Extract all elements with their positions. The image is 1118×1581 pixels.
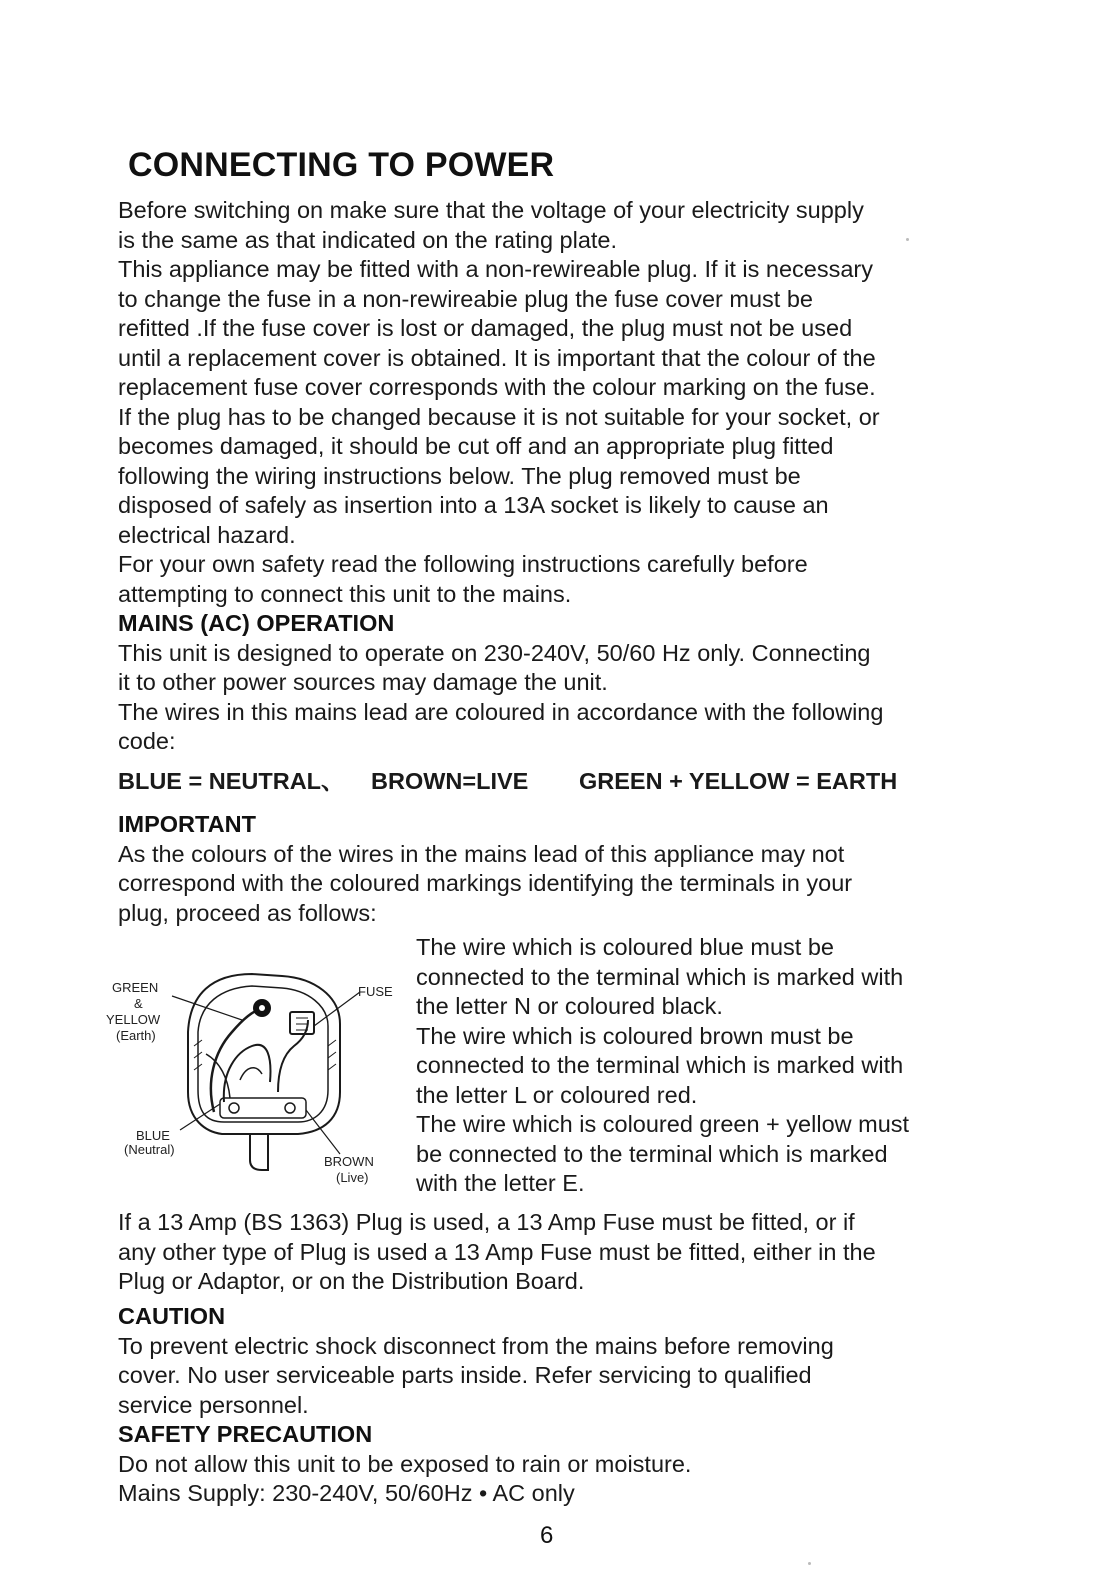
text-line: The wire which is coloured blue must be [416,934,834,960]
text-line: code: [118,728,176,754]
text-line: This appliance may be fitted with a non-rewireable plug. If it is necessary [118,256,873,282]
label-live-brown: BROWN [324,1154,374,1169]
label-neutral-blue: BLUE [136,1128,170,1143]
scan-speck [906,238,909,241]
mains-section [118,609,998,757]
plug-wiring-diagram [102,962,412,1197]
label-earth-and: & [134,996,143,1011]
text-line: Plug or Adaptor, or on the Distribution Board. [118,1268,585,1294]
label-fuse: FUSE [358,984,393,999]
text-line: with the letter E. [416,1170,585,1196]
text-line: If the plug has to be changed because it is not suitable for your socket, or [118,403,880,430]
text-line: replacement fuse cover corresponds with the colour marking on the fuse. [118,374,876,400]
text-line: Before switching on make sure that the voltage of your electricity supply [118,197,864,223]
text-line: cover. No user serviceable parts inside. Refer servicing to qualified [118,1362,812,1388]
text-line: attempting to connect this unit to the mains. [118,580,572,607]
text-line: becomes damaged, it should be cut off and an appropriate plug fitted [118,433,834,459]
text-line: For your own safety read the following instructions carefully before [118,551,808,577]
text-line: until a replacement cover is obtained. It is important that the colour of the [118,344,876,371]
text-line: Mains Supply: 230-240V, 50/60Hz • AC only [118,1480,575,1506]
text-line: be connected to the terminal which is marked [416,1140,888,1167]
caution-heading: CAUTION [118,1303,226,1329]
text-line: connected to the terminal which is marked with [416,1052,904,1078]
text-line: following the wiring instructions below. The plug removed must be [118,462,801,489]
caution-section [118,1302,998,1420]
wire-code-neutral: BLUE = NEUTRAL、 [118,768,345,794]
safety-heading: SAFETY PRECAUTION [118,1421,373,1447]
wiring-instructions [416,933,1016,1199]
label-live: (Live) [336,1170,369,1185]
scan-speck [808,1562,811,1565]
text-line: any other type of Plug is used a 13 Amp Fuse must be fitted, either in the [118,1238,876,1265]
text-line: disposed of safely as insertion into a 13A socket is likely to cause an [118,492,829,518]
text-line: to change the fuse in a non-rewireabie plug the fuse cover must be [118,285,813,312]
important-section [118,810,998,928]
text-line: Do not allow this unit to be exposed to rain or moisture. [118,1450,692,1477]
important-heading: IMPORTANT [118,811,256,837]
text-line: is the same as that indicated on the rating plate. [118,226,618,253]
intro-text [118,196,998,609]
text-line: The wire which is coloured green + yellow must [416,1111,910,1137]
text-line: To prevent electric shock disconnect from the mains before removing [118,1332,834,1359]
mains-heading: MAINS (AC) OPERATION [118,610,395,636]
text-line: refitted .If the fuse cover is lost or damaged, the plug must not be used [118,315,853,341]
fuse-paragraph [118,1208,998,1297]
page-title: CONNECTING TO POWER [128,146,555,184]
wire-code-earth: GREEN + YELLOW = EARTH [579,768,898,794]
text-line: correspond with the coloured markings identifying the terminals in your [118,870,853,896]
page-number: 6 [540,1522,554,1549]
wire-color-code [118,766,897,796]
text-line: As the colours of the wires in the mains lead of this appliance may not [118,840,845,867]
label-earth-green: GREEN [112,980,159,995]
text-line: the letter N or coloured black. [416,993,723,1019]
text-line: This unit is designed to operate on 230-240V, 50/60 Hz only. Connecting [118,639,871,666]
text-line: If a 13 Amp (BS 1363) Plug is used, a 13 Amp Fuse must be fitted, or if [118,1209,855,1235]
safety-section [118,1420,998,1509]
text-line: the letter L or coloured red. [416,1081,698,1108]
wire-code-live: BROWN=LIVE [371,768,529,794]
text-line: The wires in this mains lead are coloured in accordance with the following [118,698,884,725]
label-neutral: (Neutral) [124,1142,175,1157]
label-earth-yellow: YELLOW [106,1012,161,1027]
text-line: service personnel. [118,1391,309,1418]
text-line: connected to the terminal which is marked with [416,963,904,990]
text-line: plug, proceed as follows: [118,899,377,926]
text-line: The wire which is coloured brown must be [416,1022,854,1049]
text-line: electrical hazard. [118,521,296,548]
text-line: it to other power sources may damage the unit. [118,669,608,695]
label-earth: (Earth) [116,1028,156,1043]
